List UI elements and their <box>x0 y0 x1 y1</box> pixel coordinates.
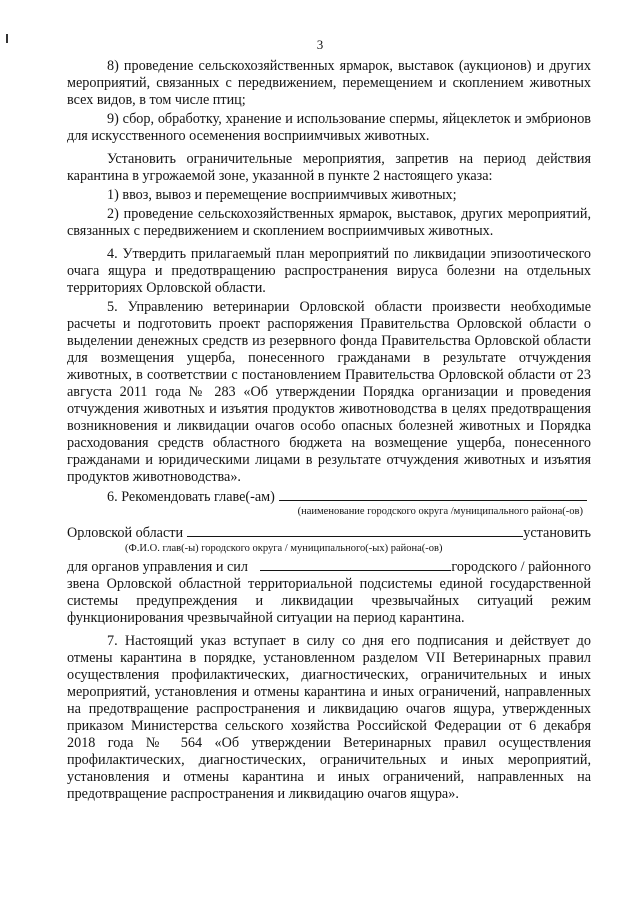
blank-municipality <box>279 488 587 501</box>
document-body <box>67 58 591 805</box>
paragraph-5: 5. Управлению ветеринарии Орловской области произвести необходимые расчеты и подготовить проект распоряжения Правительства Орловской области о выделении денежных средств из резервного фонда Правительства Орловской области для возмещения ущерба, понесенного гражданами в результате отчуждения животных, в соответствии с постановлением Правительства Орловской области от 23 августа 2011 года № 283 «Об утверждении Порядка организации и проведения отчуждения животных и изъятия продуктов животноводства в целях предотвращения возникновения и ликвидации очагов особо опасных болезней животных и Порядка расходования средств областного бюджета на возмещение ущерба, понесенного гражданами и юридическими лицами в результате отчуждения животных и изъятия продуктов животноводства». <box>67 299 591 485</box>
item-8: 8) проведение сельскохозяйственных ярмарок, выставок (аукционов) и других мероприятий, связанных с передвижением, перемещением и скоплением животных всех видов, в том числе птиц; <box>67 58 591 108</box>
restrictions-intro: Установить ограничительные мероприятия, запретив на период действия карантина в угрожаемой зоне, указанной в пункте 2 настоящего указа: <box>67 151 591 184</box>
restriction-2: 2) проведение сельскохозяйственных ярмарок, выставок, других мероприятий, связанных с передвижением и скоплением восприимчивых животных. <box>67 206 591 239</box>
paragraph-6-line2-start: Орловской области <box>67 525 184 541</box>
paragraph-6-line2-end: установить <box>523 525 591 541</box>
paragraph-6-line3-end: городского / районного <box>451 559 591 575</box>
item-9: 9) сбор, обработку, хранение и использование спермы, яйцеклеток и эмбрионов для искусственного осеменения восприимчивых животных. <box>67 111 591 144</box>
blank-authority <box>260 558 451 571</box>
restriction-1: 1) ввоз, вывоз и перемещение восприимчивых животных; <box>107 187 457 203</box>
paragraph-6-line2 <box>67 524 591 542</box>
paragraph-4: 4. Утвердить прилагаемый план мероприятий по ликвидации эпизоотического очага ящура и предотвращению распространения вируса болезни на отдельных территориях Орловской области. <box>67 246 591 296</box>
paragraph-6-lead: 6. Рекомендовать главе(-ам) <box>107 489 275 505</box>
paragraph-6-line3-start: для органов управления и сил <box>67 559 248 575</box>
paragraph-6-rest: звена Орловской областной территориальной подсистемы единой государственной системы предупреждения и ликвидации чрезвычайных ситуаций режим функционирования чрезвычайной ситуации на период карантина. <box>67 576 591 626</box>
caption-municipality: (наименование городского округа /муниципального района(-ов) <box>297 506 583 517</box>
paragraph-7: 7. Настоящий указ вступает в силу со дня его подписания и действует до отмены карантина в порядке, установленном разделом VII Ветеринарных правил осуществления профилактических, диагностических, ограничительных и иных мероприятий, установления и отмены карантина и иных ограничений, направленных на предотвращение распространения и ликвидацию очагов ящура, утвержденных приказом Министерства сельского хозяйства Российской Федерации от 6 декабря 2018 года № 564 «Об утверждении Ветеринарных правил осуществления профилактических, диагностических, ограничительных и иных мероприятий, установления и отмены карантина и иных ограничений, направленных на предотвращение распространения и ликвидацию очагов ящура». <box>67 633 591 802</box>
blank-head-name <box>187 524 523 537</box>
paragraph-6-line1 <box>67 488 591 506</box>
paragraph-6-line3 <box>67 558 591 576</box>
caption-head-name: (Ф.И.О. глав(-ы) городского округа / муниципального(-ых) района(-ов) <box>125 543 443 554</box>
page-number: 3 <box>316 37 324 52</box>
